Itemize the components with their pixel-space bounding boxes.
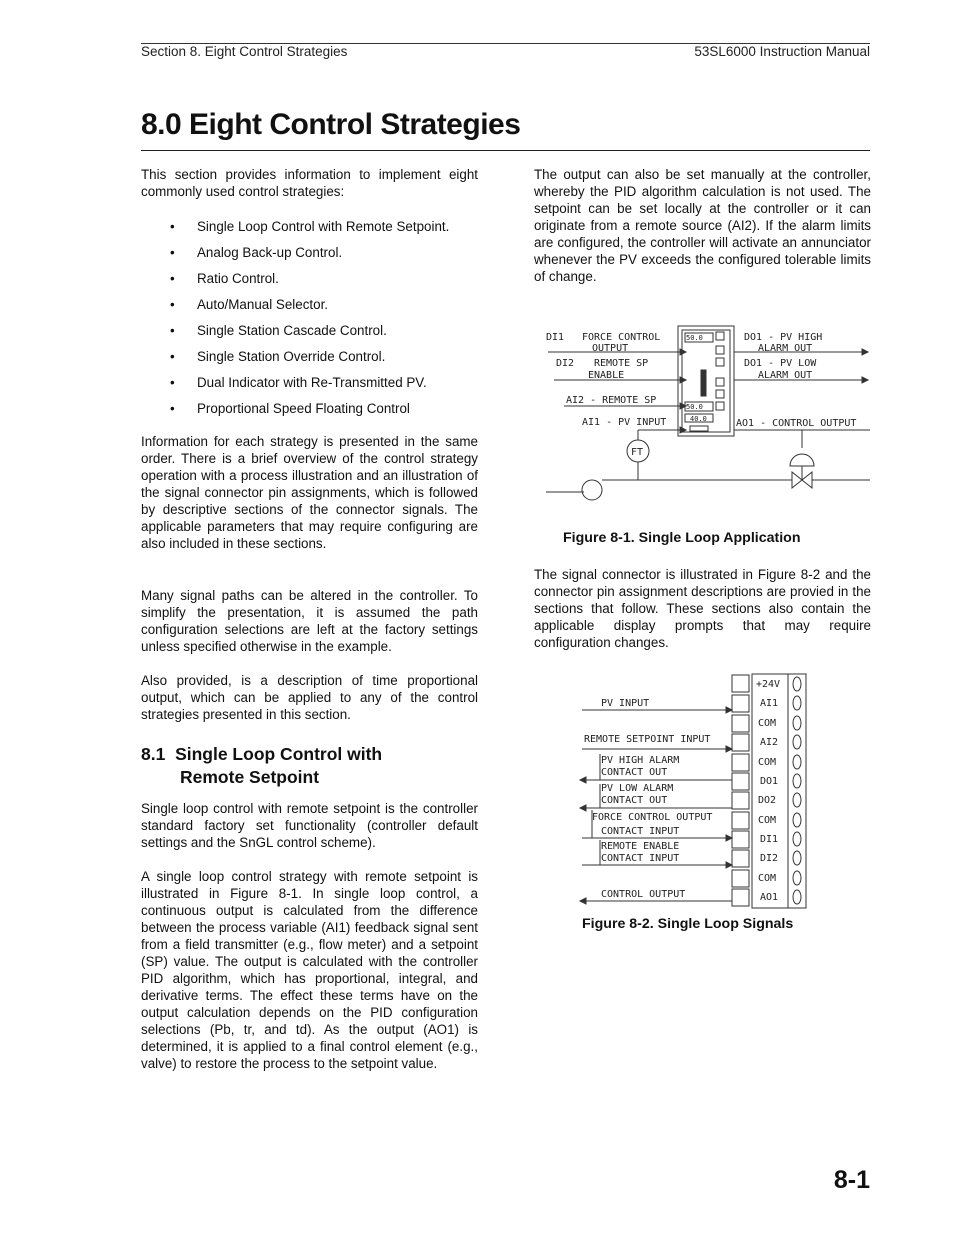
single-loop-application-diagram (540, 318, 874, 510)
bullet-icon: • (170, 323, 175, 338)
bullet-icon: • (170, 297, 175, 312)
valve-icon (792, 472, 802, 488)
list-item: • Auto/Manual Selector. (170, 297, 329, 312)
alarm-out-label: ALARM OUT (758, 343, 813, 354)
arrow-right-icon (862, 349, 868, 355)
controller-key (716, 358, 724, 366)
section-intro-paragraph: Single loop control with remote setpoint is the controller standard factory set functionality (controller default settings and the SnGL control scheme). (141, 801, 478, 850)
contact-out-label: CONTACT OUT (601, 795, 668, 806)
terminal-screw-icon (793, 890, 801, 904)
enable-label: ENABLE (588, 370, 625, 381)
control-output-label: CONTROL OUTPUT (601, 889, 686, 900)
controller-key (716, 390, 724, 398)
terminal-block (732, 812, 749, 829)
di1-label: DI1 (546, 332, 565, 343)
header-section: Section 8. Eight Control Strategies (141, 44, 348, 59)
pump-icon (582, 480, 602, 500)
pin-label: COM (758, 757, 777, 768)
terminal-screw-icon (793, 813, 801, 827)
pv-input-label: PV INPUT (601, 698, 650, 709)
do1-pv-high-label: DO1 - PV HIGH (744, 332, 823, 343)
terminal-screw-icon (793, 774, 801, 788)
pin-label: COM (758, 815, 777, 826)
ao1-control-output-label: AO1 - CONTROL OUTPUT (736, 418, 857, 429)
arrow-left-icon (580, 777, 586, 783)
remote-setpoint-input-label: REMOTE SETPOINT INPUT (584, 734, 711, 745)
arrow-right-icon (726, 707, 732, 713)
header-manual: 53SL6000 Instruction Manual (694, 44, 870, 59)
ft-label: FT (631, 447, 644, 458)
list-item: • Single Station Cascade Control. (170, 323, 387, 338)
terminal-block (732, 695, 749, 712)
pin-label: DO1 (760, 776, 779, 787)
remote-sp-label: REMOTE SP (594, 358, 649, 369)
terminal-block (732, 773, 749, 790)
pin-label: COM (758, 718, 777, 729)
terminal-screw-icon (793, 755, 801, 769)
arrow-right-icon (680, 377, 686, 383)
manual-output-paragraph: The output can also be set manually at the controller, whereby the PID algorithm calculation is not used. The setpoint can be set locally at the controller or it can originate from a remote source (AI2). If the alarm limits are configured, the controller will activate an annunciator whenever the PV exceeds the configured tolerable limits of change. (534, 167, 871, 284)
bullet-icon: • (170, 401, 175, 416)
section-body-paragraph: A single loop control strategy with remote setpoint is illustrated in Figure 8-1. In single loop control, a continuous output is calculated from the difference between the process variable (AI1) feedback signal sent from a field transmitter (e.g., flow meter) and a setpoint (SP) value. The output is calculated with the controller PID algorithm, which has proportional, integral, and derivative terms. The effect these terms have on the output calculation depends on the PID configuration selections (Pb, tr, and td). As the output (AO1) is determined, it is applied to a final control element (e.g., valve) to restore the process to the setpoint value. (141, 869, 478, 1071)
info-paragraph: Information for each strategy is presented in the same order. There is a brief overview of the control strategy operation with a process illustration and an illustration of the signal connector pin assignments, which is followed by descriptive sections of the connector signals. The applicable parameters that may require configuring are also included in these sections. (141, 434, 478, 551)
section-heading (141, 743, 382, 789)
contact-out-label: CONTACT OUT (601, 767, 668, 778)
section-number: 8.1 (141, 744, 166, 764)
pin-label: DI1 (760, 834, 779, 845)
page-number: 8-1 (833, 1166, 870, 1194)
force-control-label: FORCE CONTROL (582, 332, 661, 343)
list-item: • Single Station Override Control. (170, 349, 386, 364)
terminal-screw-icon (793, 696, 801, 710)
pin-label: COM (758, 873, 777, 884)
bullet-icon: • (170, 349, 175, 364)
single-loop-signals-diagram (576, 672, 810, 912)
bullet-icon: • (170, 271, 175, 286)
controller-key (716, 346, 724, 354)
arrow-right-icon (680, 349, 686, 355)
ai1-pv-input-label: AI1 - PV INPUT (582, 417, 667, 428)
list-item: • Ratio Control. (170, 271, 279, 286)
terminal-block (732, 831, 749, 848)
bullet-icon: • (170, 375, 175, 390)
terminal-screw-icon (793, 832, 801, 846)
arrow-right-icon (726, 862, 732, 868)
section-title-line1: Single Loop Control with (175, 744, 383, 764)
contact-input-label: CONTACT INPUT (601, 826, 680, 837)
list-item: • Single Loop Control with Remote Setpoint. (170, 219, 450, 234)
controller-nameplate (690, 426, 708, 431)
arrow-right-icon (862, 377, 868, 383)
arrow-right-icon (726, 835, 732, 841)
terminal-block (732, 734, 749, 751)
list-item: • Analog Back-up Control. (170, 245, 343, 260)
page-title: 8.0 Eight Control Strategies (141, 108, 521, 141)
connector-paragraph: The signal connector is illustrated in Figure 8-2 and the connector pin assignment descriptions are provied in the sections that follow. These sections also contain the applicable display prompts that may require configuration changes. (534, 567, 871, 650)
bullet-icon: • (170, 245, 175, 260)
di2-label: DI2 (556, 358, 575, 369)
valve-actuator-icon (790, 454, 814, 466)
controller-key (716, 378, 724, 386)
terminal-screw-icon (793, 871, 801, 885)
ai2-remote-sp-label: AI2 - REMOTE SP (566, 395, 657, 406)
also-paragraph: Also provided, is a description of time proportional output, which can be applied to any of the control strategies presented in this section. (141, 673, 478, 722)
do1-pv-low-label: DO1 - PV LOW (744, 358, 817, 369)
list-item: • Dual Indicator with Re-Transmitted PV. (170, 375, 427, 390)
pin-label: AO1 (760, 892, 779, 903)
terminal-screw-icon (793, 793, 801, 807)
output-label: OUTPUT (592, 343, 629, 354)
pin-label: AI2 (760, 737, 779, 748)
terminal-block (732, 675, 749, 692)
contact-input-label: CONTACT INPUT (601, 853, 680, 864)
title-rule (141, 150, 870, 151)
force-control-output-label: FORCE CONTROL OUTPUT (592, 812, 713, 823)
display-output-value: 40.0 (690, 415, 707, 423)
pv-high-alarm-label: PV HIGH ALARM (601, 755, 680, 766)
strategy-list (141, 218, 481, 426)
valve-icon (802, 472, 812, 488)
intro-paragraph: This section provides information to implement eight commonly used control strategies: (141, 167, 478, 199)
terminal-block (732, 792, 749, 809)
terminal-screw-icon (793, 677, 801, 691)
figure1-caption: Figure 8-1. Single Loop Application (563, 530, 801, 546)
pin-label: +24V (756, 679, 781, 690)
display-bottom-value: 50.0 (686, 403, 703, 411)
section-title-line2: Remote Setpoint (180, 767, 320, 787)
terminal-block (732, 754, 749, 771)
display-top-value: 50.0 (686, 334, 703, 342)
pin-label: AI1 (760, 698, 779, 709)
terminal-block (732, 850, 749, 867)
terminal-screw-icon (793, 851, 801, 865)
arrow-right-icon (726, 746, 732, 752)
terminal-block (732, 870, 749, 887)
remote-enable-label: REMOTE ENABLE (601, 841, 680, 852)
paths-paragraph: Many signal paths can be altered in the controller. To simplify the presentation, it is assumed the path configuration selections are left at the factory settings unless specified otherwise in the example. (141, 588, 478, 654)
pin-label: DO2 (758, 795, 777, 806)
bullet-icon: • (170, 219, 175, 234)
arrow-left-icon (580, 898, 586, 904)
terminal-screw-icon (793, 735, 801, 749)
terminal-block (732, 889, 749, 906)
alarm-out-label: ALARM OUT (758, 370, 813, 381)
pv-bargraph (701, 370, 706, 396)
pv-low-alarm-label: PV LOW ALARM (601, 783, 674, 794)
controller-key (716, 402, 724, 410)
controller-key (716, 332, 724, 340)
terminal-screw-icon (793, 716, 801, 730)
pin-label: DI2 (760, 853, 779, 864)
terminal-block (732, 715, 749, 732)
figure2-caption: Figure 8-2. Single Loop Signals (582, 916, 794, 932)
arrow-left-icon (580, 805, 586, 811)
list-item: • Proportional Speed Floating Control (170, 401, 410, 416)
